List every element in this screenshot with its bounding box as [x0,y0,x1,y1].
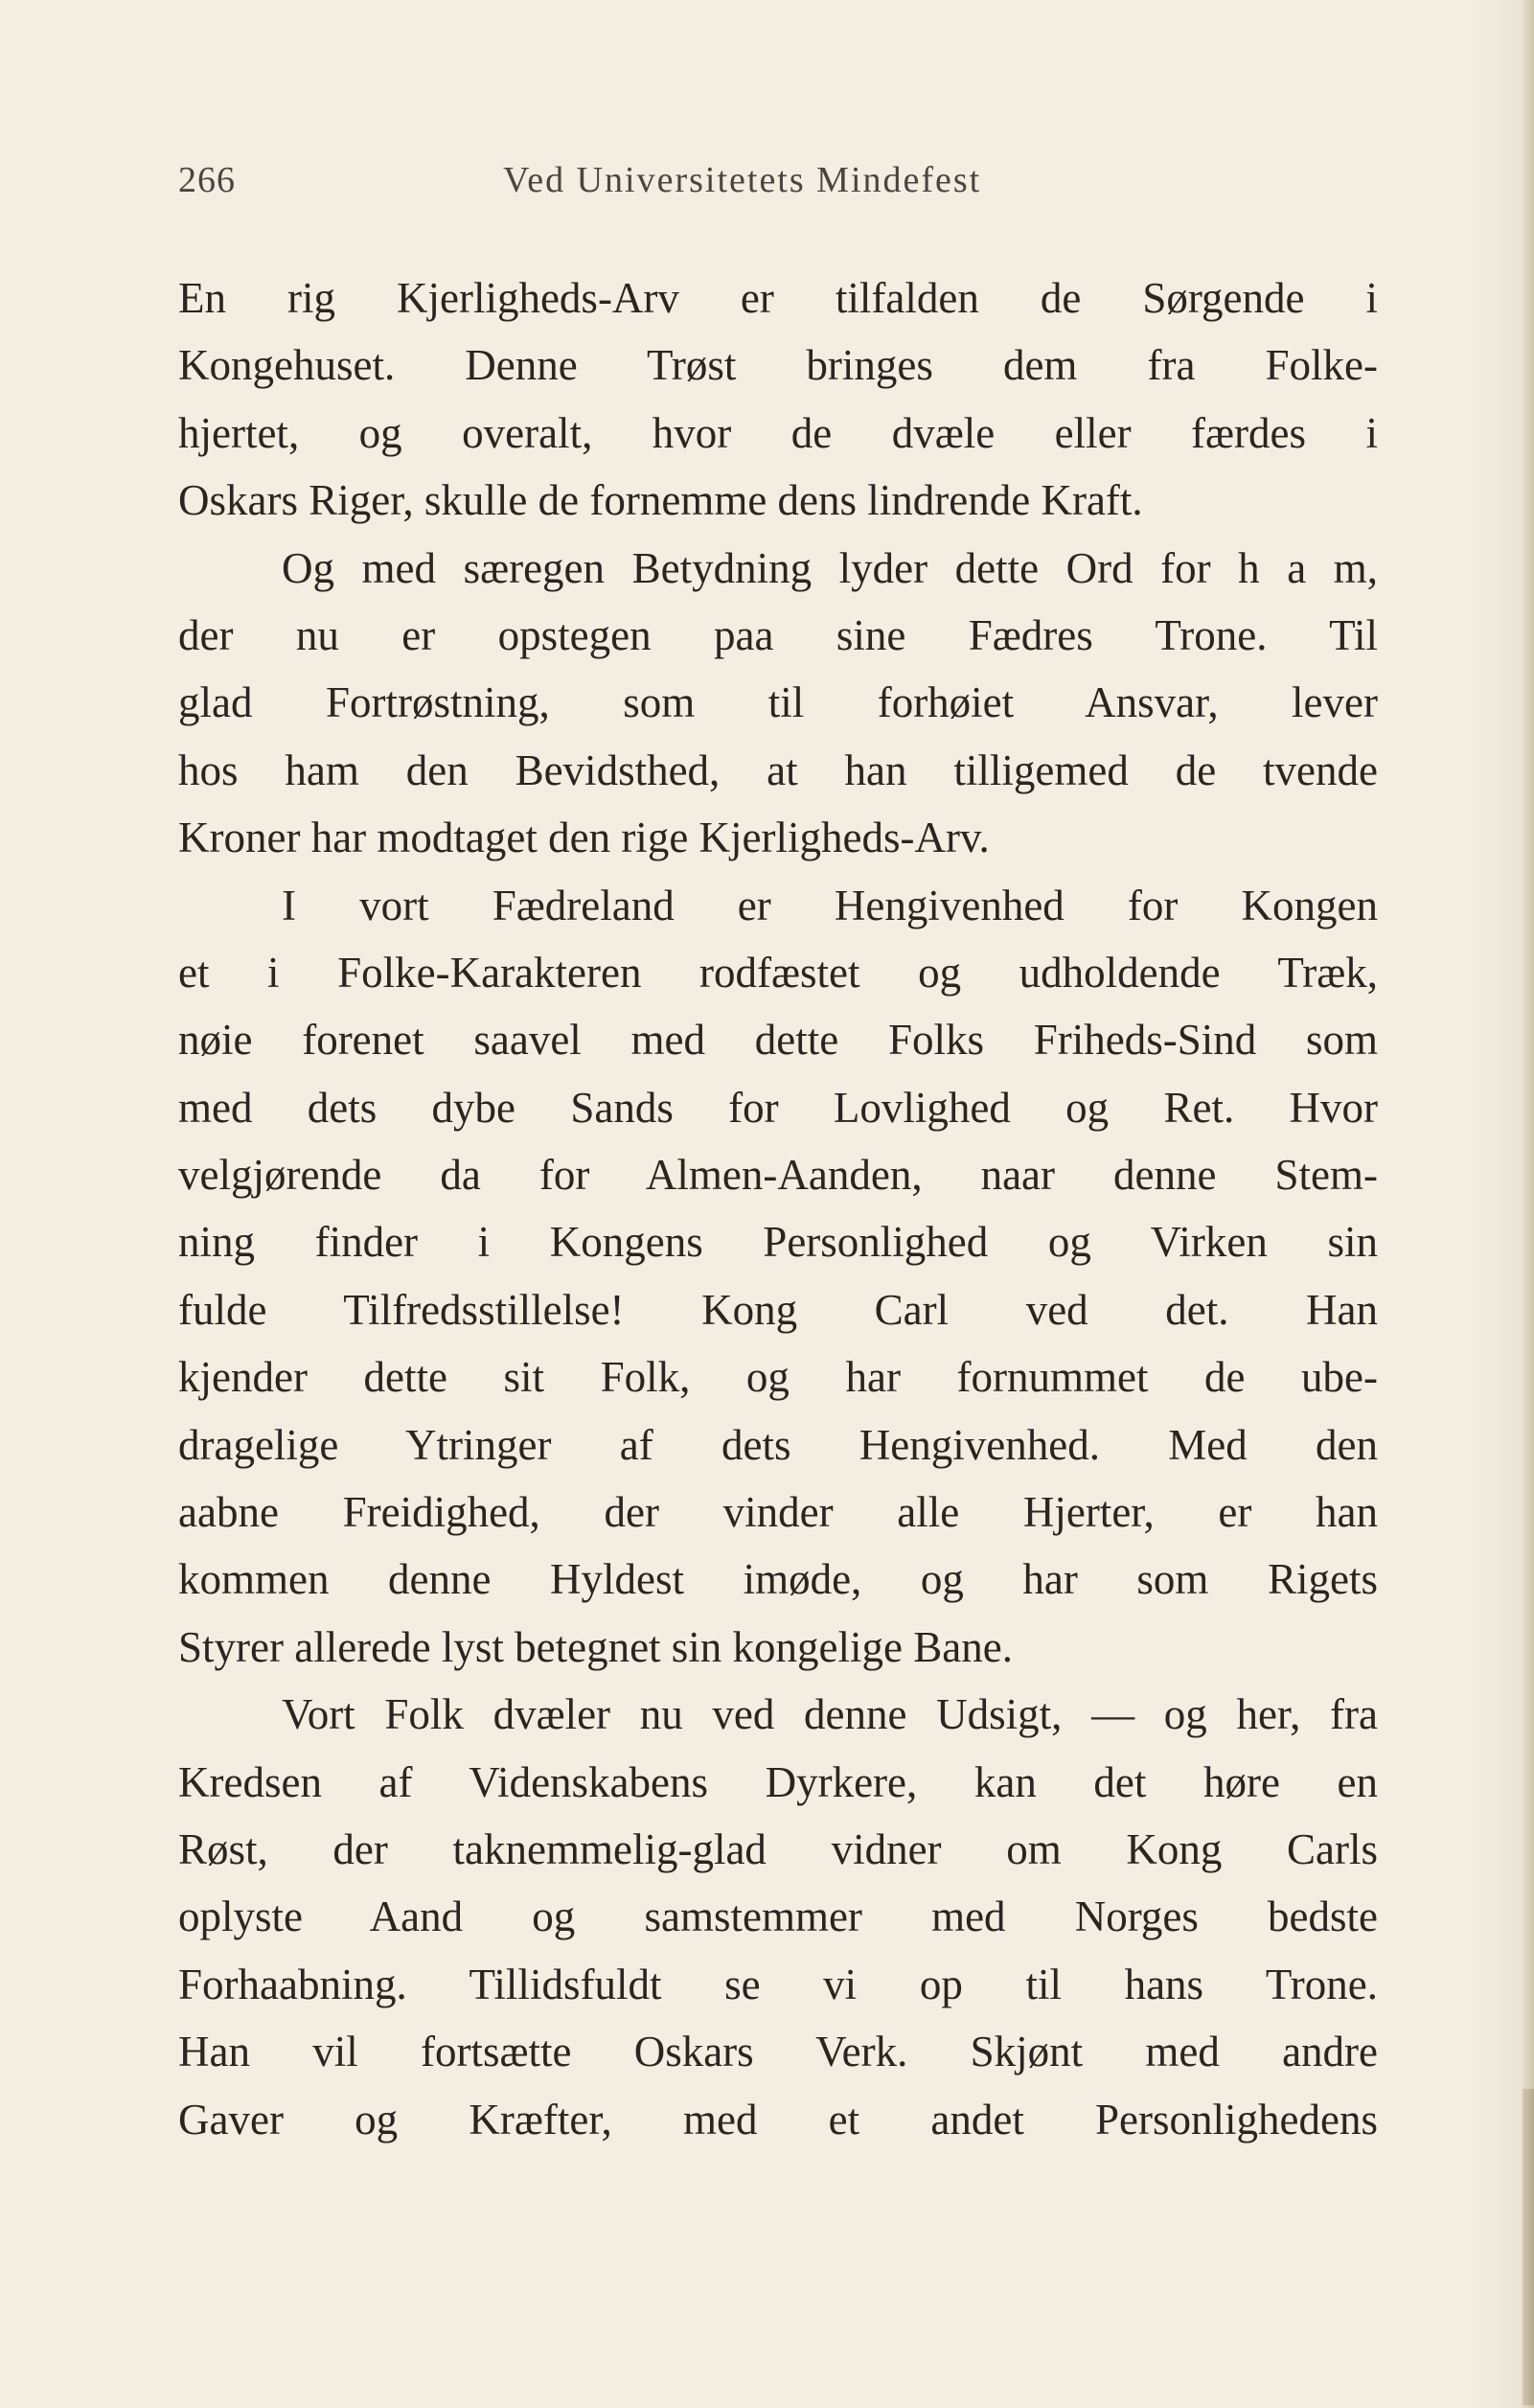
text-line: aabne Freidighed, der vinder alle Hjerter, er han [178,1488,1378,1537]
text-line: Kroner har modtaget den rige Kjerligheds-Arv. [178,814,990,862]
text-line: der nu er opstegen paa sine Fædres Trone. Til [178,610,1378,659]
text-line: velgjørende da for Almen-Aanden, naar denne Stem- [178,1151,1378,1200]
text-line: Oskars Riger, skulle de fornemme dens lindrende Kraft. [178,476,1143,525]
body-text [178,264,1378,2153]
text-line: ning finder i Kongens Personlighed og Virken sin [178,1218,1378,1267]
text-line: Forhaabning. Tillidsfuldt se vi op til hans Trone. [178,1960,1378,2008]
text-line: glad Fortrøstning, som til forhøiet Ansvar, lever [178,678,1378,727]
text-line: Gaver og Kræfter, med et andet Personlighedens [178,2095,1378,2144]
text-line: hos ham den Bevidsthed, at han tilligemed de tvende [178,745,1378,794]
text-line: oplyste Aand og samstemmer med Norges bedste [178,1892,1378,1941]
text-line: dragelige Ytringer af dets Hengivenhed. Med den [178,1420,1378,1469]
text-line: hjertet, og overalt, hvor de dvæle eller færdes i [178,408,1378,457]
text-line: En rig Kjerligheds-Arv er tilfalden de Sørgende i [178,274,1378,322]
text-line: kommen denne Hyldest imøde, og har som Rigets [178,1555,1378,1604]
text-line: Og med særegen Betydning lyder dette Ord for h a m, [282,543,1378,592]
text-line: med dets dybe Sands for Lovlighed og Ret. Hvor [178,1083,1378,1132]
running-head [178,159,1378,207]
page-number: 266 [178,160,236,200]
text-line: et i Folke-Karakteren rodfæstet og udholdende Træk, [178,948,1378,997]
text-line: Han vil fortsætte Oskars Verk. Skjønt med andre [178,2028,1378,2076]
text-line: fulde Tilfredsstillelse! Kong Carl ved det. Han [178,1285,1378,1334]
page-edge-mark [1523,2089,1534,2405]
running-title: Ved Universitetets Mindefest [503,160,982,200]
page-edge-shadow [1521,0,1534,2408]
text-line: Kongehuset. Denne Trøst bringes dem fra Folke- [178,341,1378,390]
text-line: Vort Folk dvæler nu ved denne Udsigt, — og her, fra [282,1690,1378,1739]
text-line: kjender dette sit Folk, og har fornummet de ube- [178,1353,1378,1402]
text-line: nøie forenet saavel med dette Folks Friheds-Sind som [178,1016,1378,1065]
text-line: I vort Fædreland er Hengivenhed for Kongen [282,881,1378,929]
text-line: Kredsen af Videnskabens Dyrkere, kan det høre en [178,1757,1378,1806]
text-line: Styrer allerede lyst betegnet sin kongelige Bane. [178,1622,1013,1671]
text-line: Røst, der taknemmelig-glad vidner om Kong Carls [178,1824,1378,1873]
